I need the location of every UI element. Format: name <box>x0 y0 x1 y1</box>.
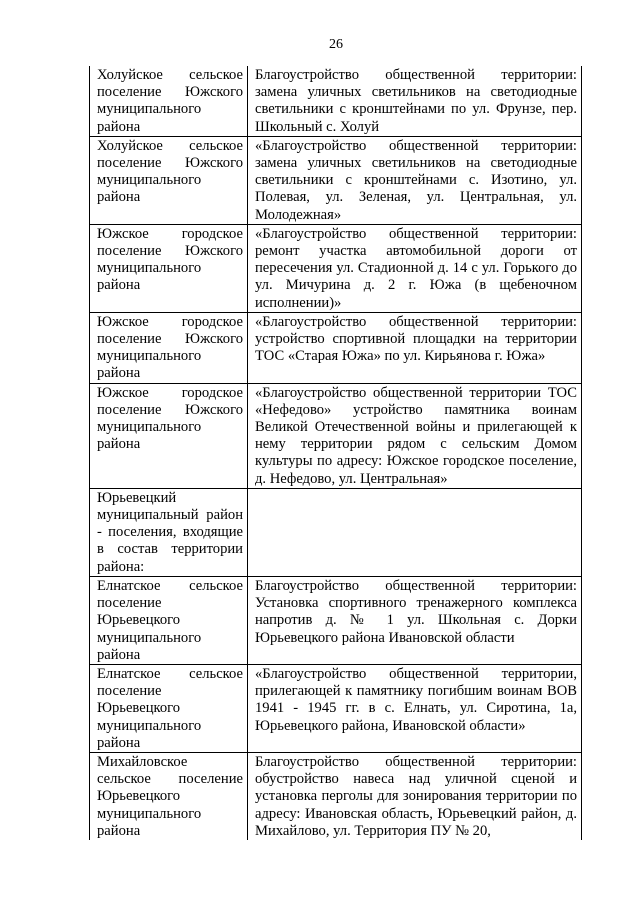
description-cell: «Благоустройство общественной территории: замена уличных светильников на светодиодные светильники с кронштейнами с. Изотино, ул. Полевая, ул. Зеленая, ул. Центральная, ул. Молодежная» <box>248 136 582 224</box>
table-row <box>90 488 582 576</box>
municipality-cell: Холуйское сельское поселение Южского муниципального района <box>90 66 248 136</box>
table-row <box>90 664 582 752</box>
projects-table <box>89 66 582 840</box>
description-cell: «Благоустройство общественной территории, прилегающей к памятнику погибшим воинам ВОВ 1941 - 1945 гг. в с. Елнать, ул. Сиротина, 1а, Юрьевецкого района, Ивановской области» <box>248 664 582 752</box>
description-cell: Благоустройство общественной территории: обустройство навеса над уличной сценой и установка перголы для зонирования территории по адресу: Ивановская область, Юрьевецкий район, д. Михайлово, ул. Территория ПУ № 20, <box>248 752 582 840</box>
description-cell: Благоустройство общественной территории: Установка спортивного тренажерного комплекса напротив д. № 1 ул. Школьная с. Дорки Юрьевецкого района Ивановской области <box>248 576 582 664</box>
table-row <box>90 576 582 664</box>
municipality-cell: Юрьевецкий муниципальный район - поселения, входящие в состав территории района: <box>90 488 248 576</box>
table-row <box>90 66 582 136</box>
table-row <box>90 752 582 840</box>
municipality-cell: Южское городское поселение Южского муниципального района <box>90 312 248 383</box>
municipality-cell: Холуйское сельское поселение Южского муниципального района <box>90 136 248 224</box>
table-row <box>90 224 582 312</box>
description-cell: Благоустройство общественной территории: замена уличных светильников на светодиодные светильники с кронштейнами по ул. Фрунзе, пер. Школьный с. Холуй <box>248 66 582 136</box>
description-cell: «Благоустройство общественной территории: устройство спортивной площадки на территории ТОС «Старая Южа» по ул. Кирьянова г. Южа» <box>248 312 582 383</box>
municipality-cell: Михайловское сельское поселение Юрьевецкого муниципального района <box>90 752 248 840</box>
municipality-cell: Южское городское поселение Южского муниципального района <box>90 383 248 488</box>
description-cell: «Благоустройство общественной территории: ремонт участка автомобильной дороги от пересечения ул. Стадионной д. 14 с ул. Горького до ул. Мичурина д. 2 г. Южа (в щебеночном исполнении)» <box>248 224 582 312</box>
description-cell <box>248 488 582 576</box>
municipality-cell: Южское городское поселение Южского муниципального района <box>90 224 248 312</box>
table-row <box>90 383 582 488</box>
table-row <box>90 136 582 224</box>
table-row <box>90 312 582 383</box>
municipality-cell: Елнатское сельское поселение Юрьевецкого муниципального района <box>90 576 248 664</box>
page-number: 26 <box>329 37 343 52</box>
description-cell: «Благоустройство общественной территории ТОС «Нефедово» устройство памятника воинам Великой Отечественной войны и прилегающей к нему территории рядом с сельским Домом культуры по адресу: Южское городское поселение, д. Нефедово, ул. Центральная» <box>248 383 582 488</box>
municipality-cell: Елнатское сельское поселение Юрьевецкого муниципального района <box>90 664 248 752</box>
